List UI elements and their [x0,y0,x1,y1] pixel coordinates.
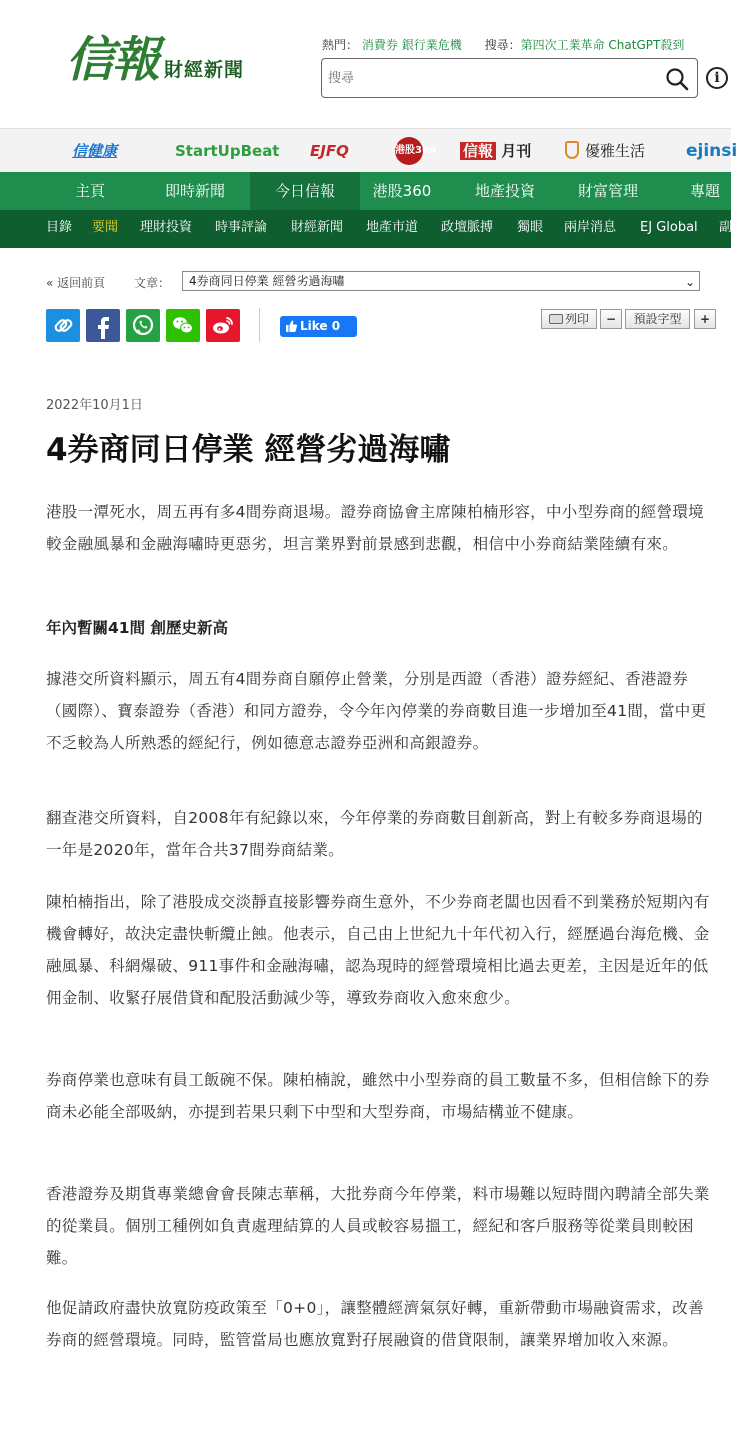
share-wechat-button[interactable] [166,309,200,342]
brand-monthly-text: 月刊 [501,142,532,160]
article-subheading: 年內暫關41間 創歷史新高 [46,619,228,637]
weibo-icon [206,309,240,342]
article-date: 2022年10月1日 [46,398,143,413]
print-button[interactable] [541,309,597,329]
site-header [0,0,731,128]
hot-link-1[interactable]: 消費券 [361,38,398,52]
brand-monthly-red: 信報 [460,142,496,160]
thumbs-up-icon [286,320,297,332]
brand-startupbeat[interactable]: StartUpBeat [175,142,280,160]
main-nav-wealth[interactable]: 財富管理 [577,182,638,200]
sub-nav-more[interactable]: 副 [719,220,733,235]
font-decrease-button[interactable]: − [600,309,622,329]
article-paragraph-1: 港股一潭死水，周五再有多4間券商退場。證券商協會主席陳柏楠形容，中小型券商的經營環境較金融風暴和金融海嘯時更惡劣，坦言業界對前景感到悲觀，相信中小券商結業陸續有來。 [46,503,704,553]
article-paragraph-4: 陳柏楠指出，除了港股成交淡靜直接影響券商生意外，不少券商老闆也因看不到業務於短期內有機會轉好，故決定盡快斬纜止蝕。他表示，自己由上世紀九十年代初入行，經歷過台海危機、金融風暴、科網爆破、911事件和金融海嘯，認為現時的經營環境相比過去更差，主因是近年的低佣金制、收緊孖展借貸和配股活動減少等，導致券商收入愈來愈少。 [46,893,710,1007]
brand-elegant-text: 優雅生活 [585,142,646,160]
main-nav-home[interactable]: 主頁 [74,182,105,200]
whatsapp-icon [126,309,160,342]
article-paragraph-7: 他促請政府盡快放寬防疫政策至「0+0」，讓整體經濟氣氛好轉，重新帶動市場融資需求，改善券商的經營環境。同時，監管當局也應放寬對孖展融資的借貸限制，讓業界增加收入來源。 [46,1299,704,1349]
share-whatsapp-button[interactable] [126,309,160,342]
brand-health[interactable]: 信健康 [72,142,118,160]
print-label: 列印 [564,312,589,326]
brand-ejinsight[interactable]: ejinsi [686,141,737,161]
article-paragraph-2: 據港交所資料顯示，周五有4間券商自願停止營業，分別是西證（香港）證券經紀、香港證券（國際）、寶泰證券（香港）和同方證券，令今年內停業的券商數目進一步增加至41間，當中更不乏較為人所熟悉的經紀行，例如德意志證券亞洲和高銀證券。 [46,670,707,752]
article-paragraph-5: 券商停業也意味有員工飯碗不保。陳柏楠說，雖然中小型券商的員工數量不多，但相信餘下的券商未必能全部吸納，亦提到若果只剩下中型和大型券商，市場結構並不健康。 [46,1071,710,1121]
share-weibo-button[interactable] [206,309,240,342]
sub-nav-index[interactable]: 目錄 [46,220,73,235]
sub-nav-property[interactable]: 地產市道 [366,220,419,235]
back-link[interactable]: « 返回前頁 [46,276,106,290]
link-icon [46,309,80,342]
search-box [321,58,698,98]
sub-nav [0,210,731,248]
facebook-like-button[interactable] [280,316,357,337]
facebook-like-label: Like 0 [300,319,341,333]
share-divider [259,308,260,342]
chevron-down-icon: ⌄ [684,275,695,289]
site-logo[interactable] [66,32,244,88]
article-select-value: 4券商同日停業 經營劣過海嘯 [189,274,345,288]
wechat-icon [166,309,200,342]
hot-link-2[interactable]: 銀行業危機 [401,38,462,52]
sub-nav-commentary[interactable]: 時事評論 [215,220,268,235]
brand-monthly[interactable] [460,139,531,163]
logo-main-text: 信報 [66,32,159,88]
cup-icon [565,141,579,159]
article-select[interactable] [182,271,700,291]
sub-nav-investment[interactable]: 理財投資 [140,220,193,235]
main-nav [0,172,731,210]
article-title: 4券商同日停業 經營劣過海嘯 [46,432,451,468]
printer-icon [549,314,563,324]
sub-nav-ej-global[interactable]: EJ Global [640,220,698,235]
hot-label: 熱門： [322,38,359,52]
search-icon[interactable] [665,67,689,91]
brand-ejfq[interactable]: EJFQ [310,142,349,160]
search-topic-label: 搜尋： [484,38,521,52]
logo-sub-text: 財經新聞 [164,59,245,81]
main-nav-today[interactable]: 今日信報 [250,172,360,210]
font-default-button[interactable]: 預設字型 [625,309,690,329]
sub-nav-finance-news[interactable]: 財經新聞 [291,220,344,235]
main-nav-topics[interactable]: 專題 [690,182,721,200]
article-paragraph-3: 翻查港交所資料，自2008年有紀錄以來，今年停業的券商數目創新高，對上有較多券商退場的一年是2020年，當年合共37間券商結業。 [46,809,703,859]
main-nav-instant-news[interactable]: 即時新聞 [164,182,225,200]
search-input[interactable] [328,68,648,88]
main-nav-hk360[interactable]: 港股360 [372,182,432,200]
article-select-label: 文章： [134,276,171,290]
hot-topics-row [322,36,684,53]
font-increase-button[interactable]: + [694,309,716,329]
facebook-icon [86,309,120,342]
sub-nav-cross-strait[interactable]: 兩岸消息 [564,220,617,235]
share-facebook-button[interactable] [86,309,120,342]
main-nav-property[interactable]: 地產投資 [474,182,535,200]
brand-bar [0,128,737,172]
article-paragraph-6: 香港證券及期貨專業總會會長陳志華稱，大批券商今年停業，料市場難以短時間內聘請全部失業的從業員。個別工種例如負責處理結算的人員或較容易搵工，經紀和客戶服務等從業員則較困難。 [46,1185,710,1267]
sub-nav-politics[interactable]: 政壇脈搏 [441,220,494,235]
brand-hk360[interactable]: 港股360 [395,137,423,165]
sub-nav-one-eye[interactable]: 獨眼 [517,220,544,235]
share-link-button[interactable] [46,309,80,342]
search-topic-link[interactable]: 第四次工業革命 ChatGPT殺到 [520,38,685,52]
brand-elegant-life[interactable] [565,139,645,163]
info-icon[interactable]: i [706,67,728,89]
sub-nav-headlines[interactable]: 要聞 [92,220,119,235]
